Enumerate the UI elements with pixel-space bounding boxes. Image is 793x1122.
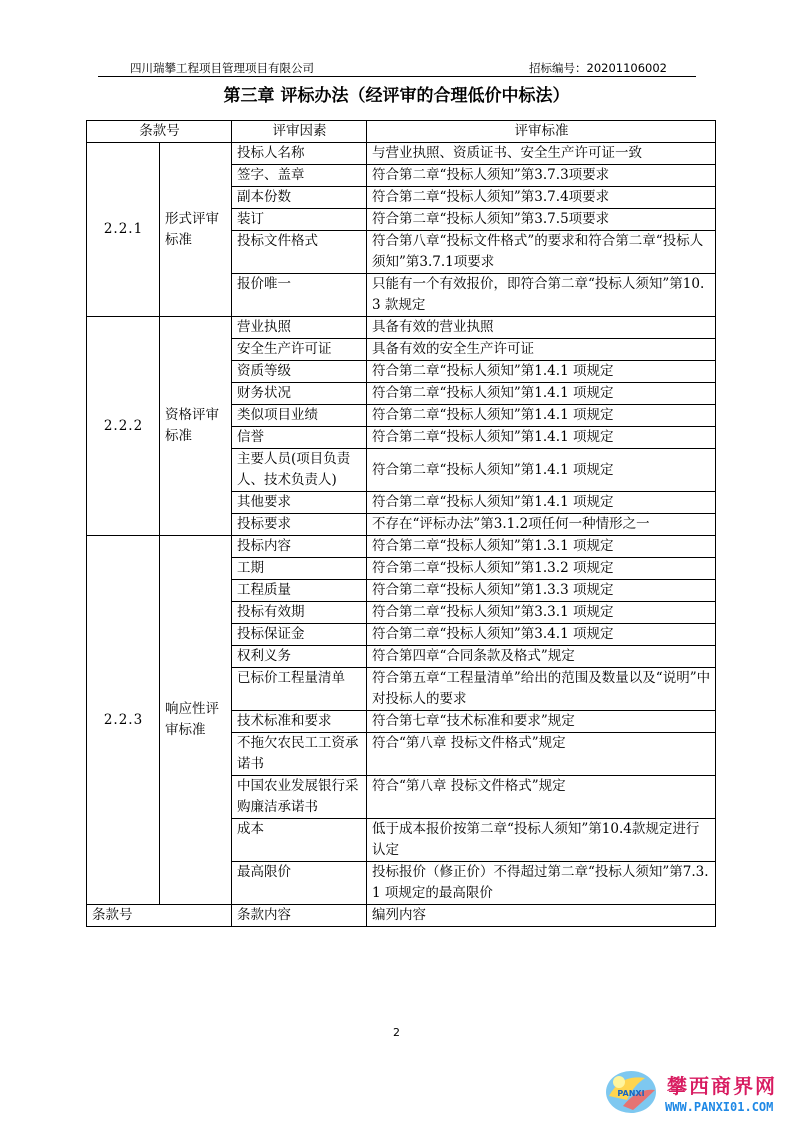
watermark-logo-icon [603,1066,659,1116]
review-factor: 营业执照 [232,317,367,339]
review-factor: 权利义务 [232,646,367,668]
review-standard: 符合第二章“投标人须知”第3.7.4项要求 [367,187,716,209]
review-factor: 装订 [232,209,367,231]
review-standard: 符合第二章“投标人须知”第1.4.1 项规定 [367,383,716,405]
section-name: 形式评审标准 [160,143,232,317]
review-factor: 投标有效期 [232,602,367,624]
review-factor: 投标保证金 [232,624,367,646]
watermark-name: 攀西商界网 [667,1074,777,1098]
review-standard: 符合“第八章 投标文件格式”规定 [367,733,716,776]
table-header-row [87,121,716,143]
review-factor: 最高限价 [232,862,367,905]
review-standard: 符合第二章“投标人须知”第1.3.2 项规定 [367,558,716,580]
evaluation-table [86,120,716,927]
header-clause-no: 条款号 [87,121,232,143]
section-name: 响应性评审标准 [160,536,232,905]
footer-clause-no: 条款号 [87,905,232,927]
review-factor: 投标要求 [232,514,367,536]
review-factor: 主要人员(项目负责人、技术负责人) [232,449,367,492]
review-standard: 符合第二章“投标人须知”第1.3.3 项规定 [367,580,716,602]
review-factor: 中国农业发展银行采购廉洁承诺书 [232,776,367,819]
review-standard: 符合第二章“投标人须知”第1.4.1 项规定 [367,361,716,383]
review-factor: 副本份数 [232,187,367,209]
review-standard: 投标报价（修正价）不得超过第二章“投标人须知”第7.3.1 项规定的最高限价 [367,862,716,905]
section-name: 资格评审标准 [160,317,232,536]
header-bid-number: 招标编号：20201106002 [529,61,667,75]
review-factor: 已标价工程量清单 [232,668,367,711]
review-standard: 具备有效的营业执照 [367,317,716,339]
watermark [597,1062,793,1122]
watermark-url: WWW.PANXI01.COM [665,1100,774,1114]
review-standard: 具备有效的安全生产许可证 [367,339,716,361]
review-standard: 只能有一个有效报价，即符合第二章“投标人须知”第10.3 款规定 [367,274,716,317]
table-row [87,143,716,165]
review-standard: 符合第七章“技术标准和要求”规定 [367,711,716,733]
review-factor: 投标人名称 [232,143,367,165]
review-factor: 类似项目业绩 [232,405,367,427]
review-factor: 不拖欠农民工工资承诺书 [232,733,367,776]
review-standard: 符合第八章“投标文件格式”的要求和符合第二章“投标人须知”第3.7.1项要求 [367,231,716,274]
review-standard: 符合第四章“合同条款及格式”规定 [367,646,716,668]
review-standard: 符合第二章“投标人须知”第1.4.1 项规定 [367,427,716,449]
header-factor: 评审因素 [232,121,367,143]
review-factor: 工程质量 [232,580,367,602]
review-factor: 技术标准和要求 [232,711,367,733]
clause-number: 2.2.1 [87,143,160,317]
table-footer-row [87,905,716,927]
watermark-logo-text: PANXI [617,1089,645,1098]
review-standard: 符合第二章“投标人须知”第1.4.1 项规定 [367,492,716,514]
footer-clause-content: 条款内容 [232,905,367,927]
footer-compiled-content: 编列内容 [367,905,716,927]
review-standard: 符合第二章“投标人须知”第3.7.3项要求 [367,165,716,187]
review-standard: 与营业执照、资质证书、安全生产许可证一致 [367,143,716,165]
review-standard: 符合第二章“投标人须知”第1.4.1 项规定 [367,449,716,492]
review-factor: 投标文件格式 [232,231,367,274]
review-standard: 符合“第八章 投标文件格式”规定 [367,776,716,819]
review-standard: 低于成本报价按第二章“投标人须知”第10.4款规定进行认定 [367,819,716,862]
review-standard: 符合第二章“投标人须知”第3.4.1 项规定 [367,624,716,646]
header-company: 四川瑞攀工程项目管理项目有限公司 [130,61,314,75]
header-standard: 评审标准 [367,121,716,143]
review-standard: 符合第五章“工程量清单”给出的范围及数量以及“说明”中对投标人的要求 [367,668,716,711]
review-factor: 签字、盖章 [232,165,367,187]
page-number: 2 [393,1026,400,1039]
table-row [87,317,716,339]
table-row [87,536,716,558]
review-factor: 其他要求 [232,492,367,514]
review-standard: 符合第二章“投标人须知”第1.3.1 项规定 [367,536,716,558]
clause-number: 2.2.3 [87,536,160,905]
review-factor: 工期 [232,558,367,580]
clause-number: 2.2.2 [87,317,160,536]
review-factor: 投标内容 [232,536,367,558]
page-title: 第三章 评标办法（经评审的合理低价中标法） [223,86,570,106]
header-rule [98,76,696,77]
review-factor: 报价唯一 [232,274,367,317]
review-standard: 不存在“评标办法”第3.1.2项任何一种情形之一 [367,514,716,536]
review-factor: 成本 [232,819,367,862]
review-factor: 资质等级 [232,361,367,383]
review-factor: 信誉 [232,427,367,449]
review-factor: 安全生产许可证 [232,339,367,361]
review-standard: 符合第二章“投标人须知”第1.4.1 项规定 [367,405,716,427]
review-factor: 财务状况 [232,383,367,405]
review-standard: 符合第二章“投标人须知”第3.3.1 项规定 [367,602,716,624]
review-standard: 符合第二章“投标人须知”第3.7.5项要求 [367,209,716,231]
